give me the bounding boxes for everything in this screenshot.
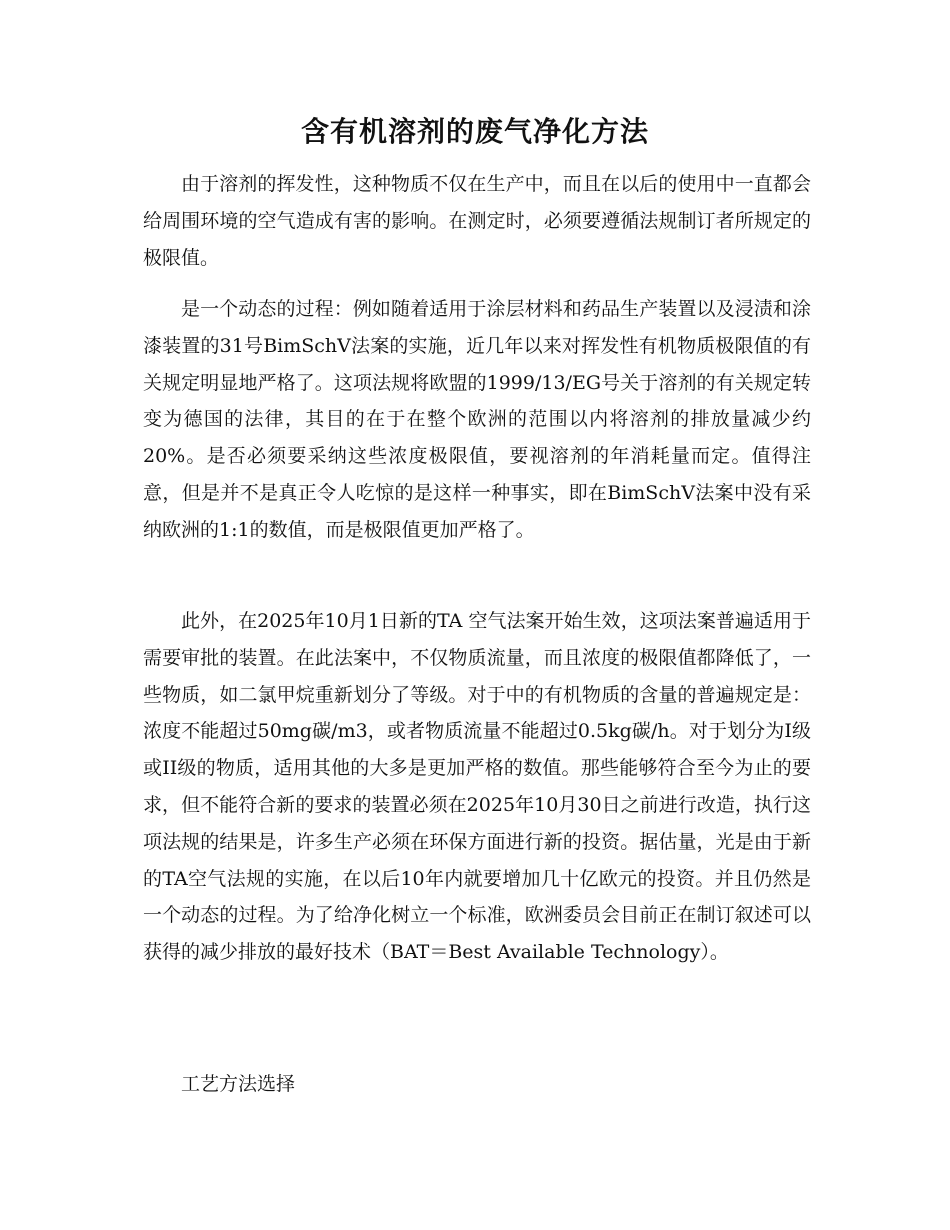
- section-heading-process-selection: 工艺方法选择: [181, 1073, 296, 1095]
- document-title: 含有机溶剂的废气净化方法: [300, 115, 649, 148]
- paragraph-regulation: 是一个动态的过程：例如随着适用于涂层材料和药品生产装置以及浸渍和涂漆装置的31号BimSchV法案的实施，近几年以来对挥发性有机物质极限值的有关规定明显地严格了。这项法规将欧盟的1999/13/EG号关于溶剂的有关规定转变为德国的法律，其目的在于在整个欧洲的范围以内将溶剂的排放量减少约20%。是否必须要采纳这些浓度极限值，要视溶剂的年消耗量而定。值得注意，但是并不是真正令人吃惊的是这样一种事实，即在BimSchV法案中没有采纳欧洲的1:1的数值，而是极限值更加严格了。: [143, 298, 811, 541]
- paragraph-intro: 由于溶剂的挥发性，这种物质不仅在生产中，而且在以后的使用中一直都会给周围环境的空气造成有害的影响。在测定时，必须要遵循法规制订者所规定的极限值。: [143, 173, 811, 269]
- paragraph-ta-air-law: 此外，在2025年10月1日新的TA 空气法案开始生效，这项法案普遍适用于需要审批的装置。在此法案中，不仅物质流量，而且浓度的极限值都降低了，一些物质，如二氯甲烷重新划分了等级。对于中的有机物质的含量的普遍规定是：浓度不能超过50mg碳/m3，或者物质流量不能超过0.5kg碳/h。对于划分为I级或II级的物质，适用其他的大多是更加严格的数值。那些能够符合至今为止的要求，但不能符合新的要求的装置必须在2025年10月30日之前进行改造，执行这项法规的结果是，许多生产必须在环保方面进行新的投资。据估量，光是由于新的TA空气法规的实施，在以后10年内就要增加几十亿欧元的投资。并且仍然是一个动态的过程。为了给净化树立一个标准，欧洲委员会目前正在制订叙述可以获得的减少排放的最好技术（BAT＝Best Available Technology）。: [143, 610, 811, 964]
